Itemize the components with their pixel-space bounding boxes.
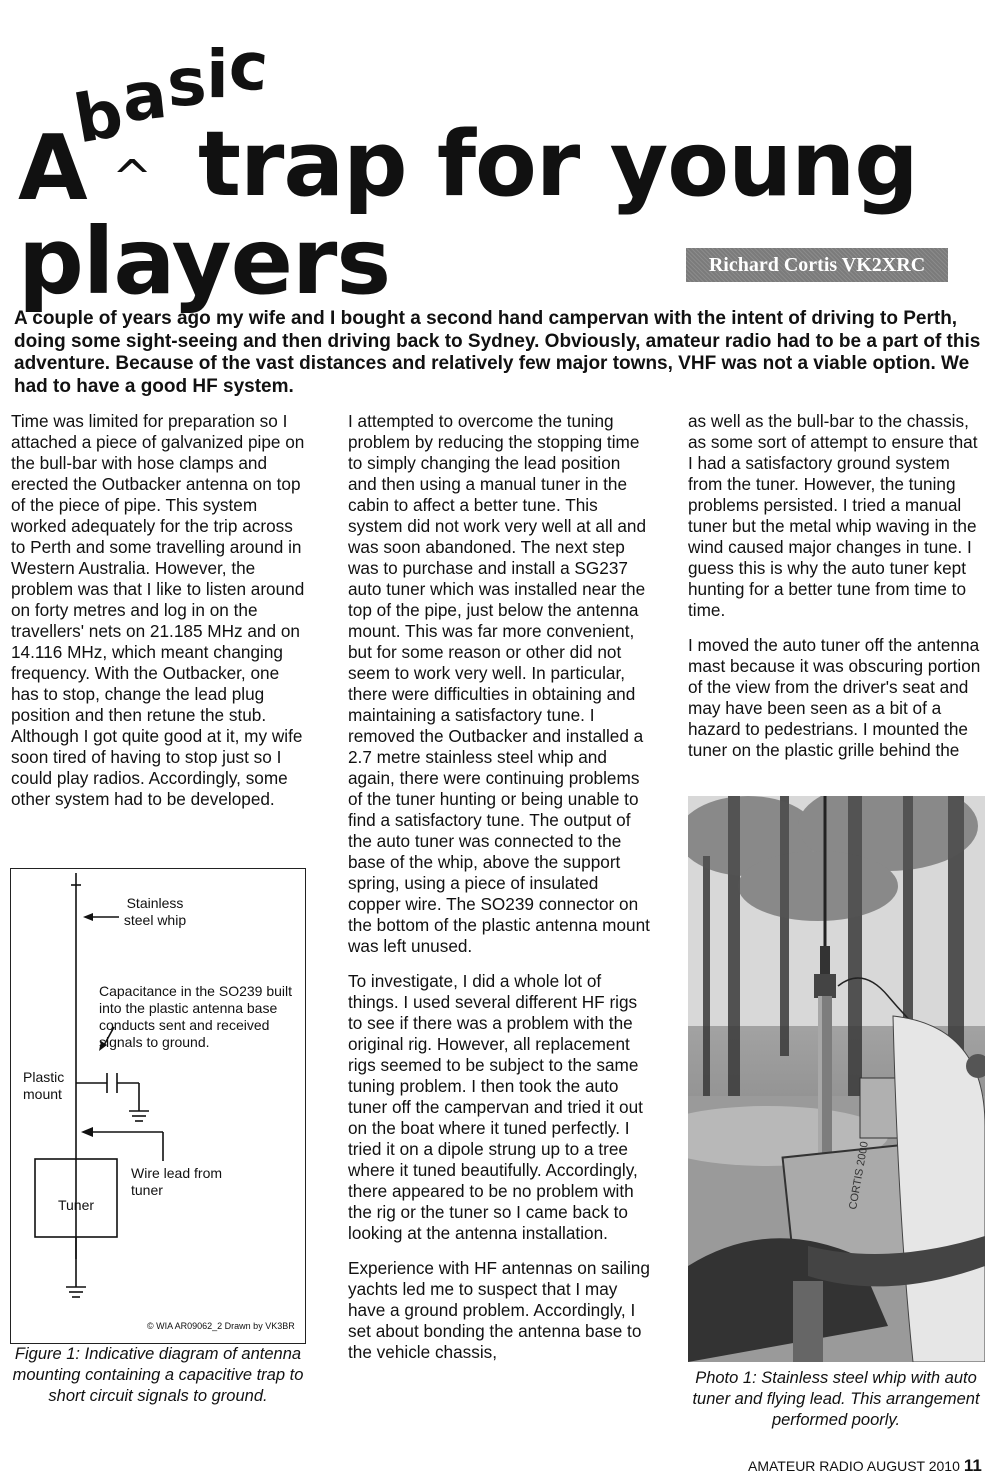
title-line1-rest: trap for young	[198, 112, 918, 217]
photo-1-caption: Photo 1: Stainless steel whip with auto tuner and flying lead. This arrangement performed poorly.	[692, 1369, 980, 1429]
photo-illustration	[688, 796, 985, 1362]
label-tuner: Tuner	[57, 1197, 95, 1213]
article-column-2	[348, 411, 653, 1377]
title-letter-s: s	[164, 43, 209, 122]
article-column-1	[11, 411, 311, 824]
body-paragraph: as well as the bull-bar to the chassis, as some sort of attempt to ensure that I had a satisfactory ground system from the tuner. However, the tuning problems persisted. I tried a manual tuner but the metal whip waving in the wind caused major changes in tune. I guess this is why the auto tuner kept hunting for a better tune from time to time.	[688, 411, 978, 620]
figure-credit: © WIA AR09062_2 Drawn by VK3BR	[147, 1321, 295, 1331]
intro-paragraph: A couple of years ago my wife and I bought a second hand campervan with the intent of driving to Perth, doing some sight-seeing and then driving back to Sydney. Obviously, amateur radio had to be a part of this adventure. Because of the vast distances and relatively few major towns, VHF was not a viable option. We had to have a good HF system.	[14, 308, 981, 397]
figure-1-caption: Figure 1: Indicative diagram of antenna mounting containing a capacitive trap to short circuit signals to ground.	[12, 1345, 304, 1405]
body-paragraph: To investigate, I did a whole lot of things. I used several different HF rigs to see if there was a problem with the original rig. However, all replacement rigs seemed to be subject to the same tuning problem. I then took the auto tuner off the campervan and tried it out on the boat where it tuned perfectly. I tried it on a dipole strung up to a tree where it tuned beautifully. Accordingly, there appeared to be no problem with the rig or the tuner so I came back to looking at the antenna installation.	[348, 971, 643, 1243]
title-letter-a: a	[118, 55, 171, 138]
label-plastic-mount: Plastic mount	[23, 1069, 65, 1102]
title-letter-i: i	[206, 36, 229, 113]
figure-1-diagram	[10, 868, 306, 1344]
label-wire-lead: Wire lead from tuner	[131, 1165, 223, 1198]
body-paragraph: Time was limited for preparation so I attached a piece of galvanized pipe on the bull-bar with hose clamps and erected the Outbacker antenna on top of the piece of pipe. This system worked adequately for the trip across to Perth and some travelling around in Western Australia. However, the problem was that I like to listen around on forty metres and log in on the travellers' nets on 21.185 MHz and on 14.116 MHz, which meant changing frequency. With the Outbacker, one has to stop, change the lead plug position and then retune the stub. Although I got quite good at it, my wife soon tired of having to stop just so I could play radios. Accordingly, some other system had to be developed.	[11, 411, 305, 809]
body-paragraph: I moved the auto tuner off the antenna mast because it was obscuring portion of the view from the driver's seat and may have been seen as a bit of a hazard to pedestrians. I mounted the tuner on the plastic grille behind the	[688, 635, 981, 760]
tuner-label-text: CORTIS 2000	[847, 1140, 871, 1211]
label-stainless-steel-whip: Stainless steel whip	[123, 895, 187, 928]
wire-lead-arrowhead	[81, 1127, 93, 1137]
article-column-3	[688, 411, 984, 775]
photo-1-antenna	[688, 796, 985, 1362]
whip-pointer-arrowhead	[83, 913, 93, 921]
title-line2: players	[18, 208, 391, 315]
author-byline: Richard Cortis VK2XRC	[686, 248, 948, 282]
page-number: 11	[963, 1456, 982, 1475]
body-paragraph: I attempted to overcome the tuning problem by reducing the stopping time to simply changing the lead position and then using a manual tuner in the cabin to affect a better tune. This system did not work very well at all and was soon abandoned. The next step was to purchase and install a SG237 auto tuner which was installed near the top of the pipe, just below the antenna mount. This was far more convenient, but for some reason or other did not seem to work very well. In particular, there were difficulties in obtaining and maintaining a satisfactory tune. I removed the Outbacker and installed a 2.7 metre stainless steel whip and again, there were continuing problems of the tuner hunting or being unable to find a satisfactory tune. The output of the auto tuner was connected to the base of the whip, above the support spring, using a piece of insulated copper wire. The SO239 connector on the bottom of the plastic antenna mount was left unused.	[348, 411, 650, 956]
page-footer	[748, 1456, 982, 1476]
title-word-a: A	[18, 116, 86, 221]
title-letter-c: c	[226, 26, 271, 107]
title-letter-b: b	[68, 74, 129, 159]
title-insert-caret: ^	[112, 150, 153, 206]
body-paragraph: Experience with HF antennas on sailing yachts led me to suspect that I may have a ground problem. Accordingly, I set about bonding the antenna base to the vehicle chassis,	[348, 1258, 650, 1362]
title-word-basic	[68, 26, 271, 159]
antenna-diagram-svg	[11, 869, 305, 1343]
label-capacitance: Capacitance in the SO239 built into the plastic antenna base conducts sent and received signals to ground.	[99, 983, 293, 1050]
footer-publication: AMATEUR RADIO AUGUST 2010	[748, 1458, 960, 1474]
